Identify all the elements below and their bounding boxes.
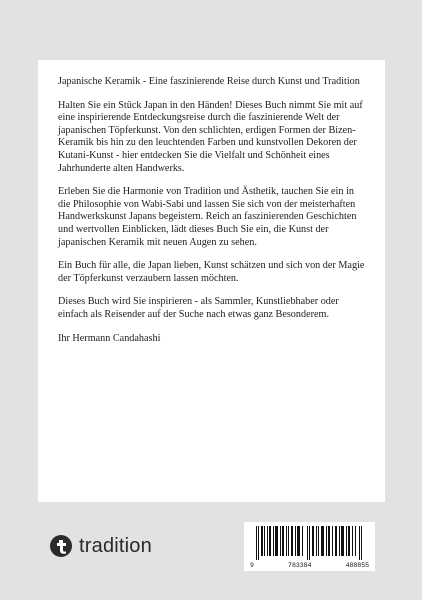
barcode-digit-group-1: 783384: [288, 562, 312, 569]
blurb-signature: Ihr Hermann Candahashi: [58, 332, 161, 344]
blurb-title: Japanische Keramik - Eine faszinierende Reise durch Kunst und Tradition: [58, 76, 360, 87]
publisher-brand: [50, 533, 152, 559]
blurb-panel: [38, 60, 385, 502]
blurb-paragraph-3: Ein Buch für alle, die Japan lieben, Kunst schätzen und sich von der Magie der Töpferkunst verzaubern lassen möchten.: [58, 260, 365, 284]
blurb-paragraph-1: Halten Sie ein Stück Japan in den Händen! Dieses Buch nimmt Sie mit auf eine inspirierende Entdeckungsreise durch die faszinierende Welt der japanischen Töpferkunst. Von den schlichten, erdigen Formen der Bizen-Keramik bis hin zu den leuchtenden Farben und kunstvollen Dekoren der Kutani-Kunst - hier entdecken Sie die Vielfalt und Schönheit eines Jahrhunderte alten Handwerks.: [58, 99, 363, 174]
blurb-paragraph-2: Erleben Sie die Harmonie von Tradition und Ästhetik, tauchen Sie ein in die Philosophie von Wabi-Sabi und lassen Sie sich von der meisterhaften Handwerkskunst Japans begeistern. Reich an faszinierenden Geschichten und wertvollen Einblicken, lädt dieses Buch Sie ein, die Kunst der japanischen Keramik mit neuen Augen zu sehen.: [58, 186, 357, 248]
publisher-name: tradition: [79, 534, 152, 557]
blurb-paragraph-4: Dieses Buch wird Sie inspirieren - als Sammler, Kunstliebhaber oder einfach als Reisender auf der Suche nach etwas ganz Besonderem.: [58, 296, 339, 320]
barcode-digit-group-2: 488855: [345, 562, 369, 569]
barcode-digits: [250, 562, 369, 569]
tradition-logo-icon: [50, 535, 72, 557]
barcode-digit-prefix: 9: [250, 562, 254, 569]
isbn-barcode: [244, 522, 375, 571]
barcode-bars: [250, 526, 369, 560]
